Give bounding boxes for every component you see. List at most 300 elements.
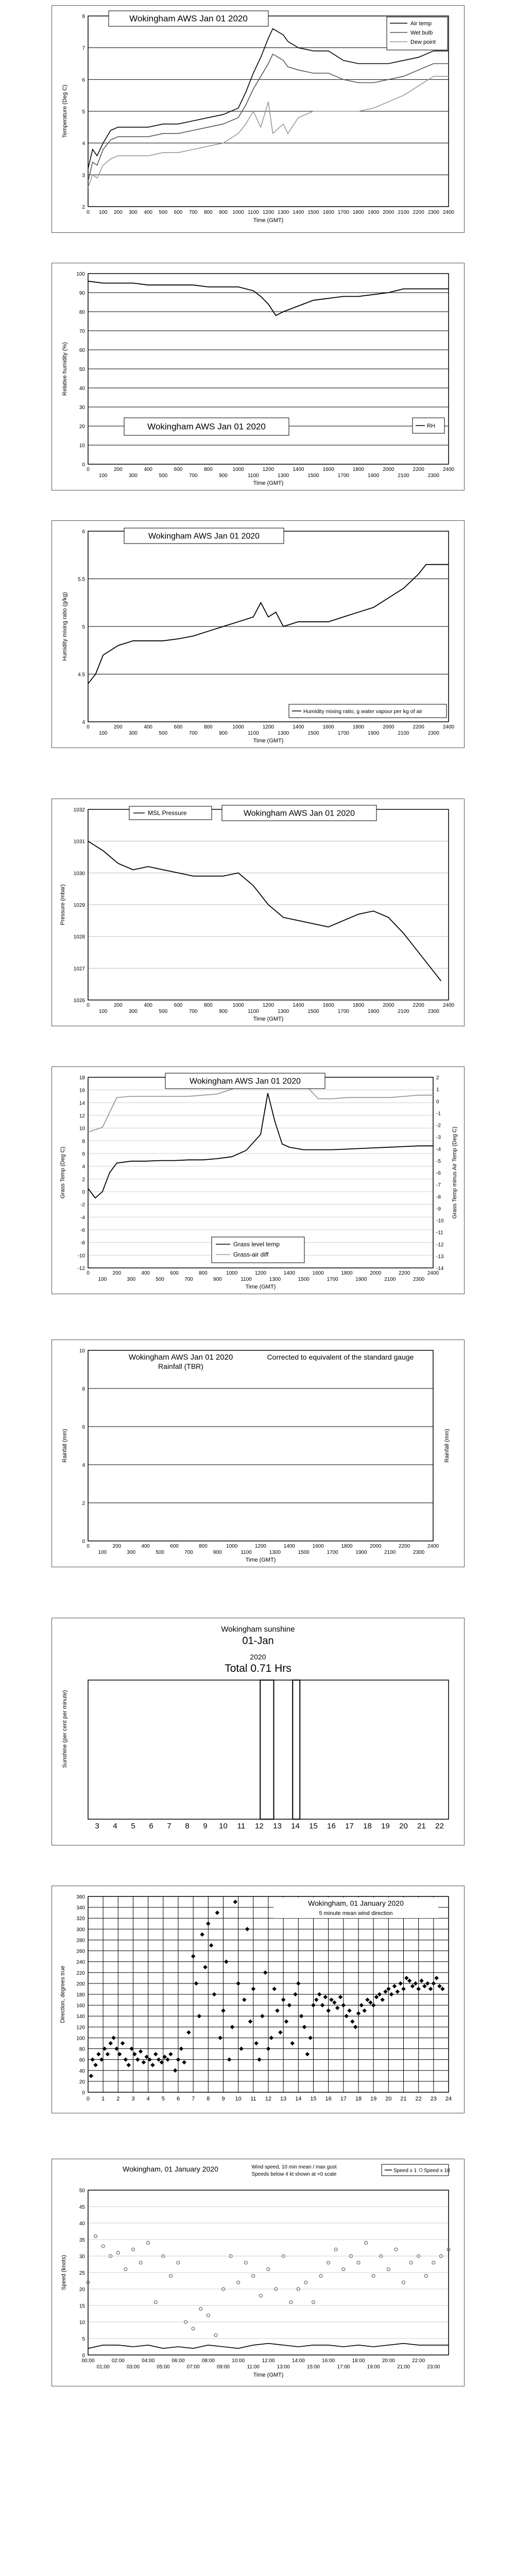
grass-xtick-label: 400	[141, 1270, 150, 1276]
wind-speed-gust-point	[357, 2261, 360, 2264]
mixing-xtick-label: 1900	[368, 731, 380, 736]
wind-direction-point	[266, 2046, 270, 2050]
wind-speed-legend-label: Speed x 10	[424, 2168, 450, 2174]
grass-legend-label: Grass-air diff	[233, 1251, 269, 1258]
mixing-ratio-chart-panel	[52, 520, 465, 748]
wind-direction-xtick-label: 17	[340, 2096, 347, 2102]
rainfall-xtick-label: 1700	[327, 1550, 338, 1555]
wind-direction-ytick-label: 120	[76, 2025, 85, 2031]
temperature-xtick-label: 600	[174, 210, 183, 215]
temperature-xtick-label: 1000	[232, 210, 244, 215]
rainfall-xtick-label: 0	[87, 1544, 90, 1549]
sunshine-xtick-label: 16	[327, 1822, 336, 1831]
humidity-ytick-label: 10	[79, 443, 85, 449]
wind-direction-point	[91, 2057, 95, 2061]
wind-speed-gust-point	[139, 2261, 142, 2264]
temperature-series-line-1	[88, 54, 449, 181]
temperature-xtick-label: 1900	[368, 210, 380, 215]
wind-direction-point	[407, 1978, 411, 1982]
humidity-series-line	[88, 281, 449, 316]
wind-direction-point	[396, 1989, 400, 1993]
wind-speed-xtick-label: 08:00	[201, 2358, 215, 2364]
humidity-xtick-label: 300	[129, 473, 138, 479]
wind-speed-subtitle: Wind speed, 10 min mean / max gust	[251, 2164, 337, 2170]
grass-xtick-label: 700	[184, 1277, 193, 1282]
wind-speed-chart-panel	[52, 2159, 465, 2386]
wind-direction-xtick-label: 5	[161, 2096, 165, 2102]
wind-direction-point	[377, 1992, 382, 1996]
wind-direction-point	[296, 1981, 300, 1986]
grass-xtick-label: 1900	[355, 1277, 367, 1282]
wind-direction-point	[422, 1984, 426, 1988]
wind-direction-point	[275, 2008, 279, 2012]
wind-speed-gust-point	[192, 2327, 195, 2330]
mixing-xtick-label: 600	[174, 724, 183, 730]
mixing-xtick-label: 1000	[232, 724, 244, 730]
mixing-ytick-label: 4.5	[78, 672, 85, 678]
mixing-ratio-chart	[52, 521, 464, 748]
wind-direction-point	[416, 1987, 420, 1991]
rainfall-xtick-label: 1900	[355, 1550, 367, 1555]
wind-speed-xtick-label: 12:00	[262, 2358, 275, 2364]
wind-direction-xtick-label: 20	[385, 2096, 392, 2102]
wind-speed-xtick-label: 22:00	[412, 2358, 425, 2364]
wind-direction-point	[383, 1989, 387, 1993]
temperature-title: Wokingham AWS Jan 01 2020	[129, 13, 248, 24]
temperature-chart-panel	[52, 5, 465, 233]
wind-speed-gust-point	[252, 2274, 255, 2277]
wind-direction-chart	[52, 1886, 464, 2113]
pressure-ytick-label: 1027	[73, 966, 85, 972]
wind-direction-point	[206, 1922, 210, 1926]
wind-direction-xtick-label: 16	[325, 2096, 332, 2102]
grass-xtick-label: 2100	[384, 1277, 396, 1282]
humidity-xtick-label: 200	[113, 467, 123, 472]
grass-ytick-label: 6	[82, 1151, 85, 1157]
wind-speed-chart	[52, 2159, 464, 2386]
wind-speed-xtick-label: 20:00	[382, 2358, 395, 2364]
grass-ytick-right-label: 1	[436, 1087, 439, 1093]
wind-speed-gust-point	[94, 2235, 97, 2238]
wind-direction-point	[182, 2060, 186, 2064]
rainfall-xtick-label: 600	[170, 1544, 179, 1549]
temperature-xtick-label: 1300	[278, 210, 289, 215]
sunshine-xtick-label: 20	[399, 1822, 408, 1831]
temperature-xtick-label: 300	[129, 210, 138, 215]
wind-direction-point	[299, 2014, 303, 2018]
temperature-xtick-label: 1700	[337, 210, 349, 215]
wind-direction-point	[245, 1927, 249, 1931]
grass-xtick-label: 900	[213, 1277, 222, 1282]
sunshine-chart	[52, 1618, 464, 1845]
wind-direction-point	[359, 2003, 364, 2007]
wind-speed-gust-point	[244, 2261, 247, 2264]
temperature-ytick-label: 2	[82, 205, 85, 210]
grass-ytick-label: -8	[80, 1240, 85, 1246]
wind-speed-xtick-label: 18:00	[352, 2358, 365, 2364]
pressure-xtick-label: 2100	[398, 1009, 409, 1014]
humidity-xtick-label: 2200	[413, 467, 424, 472]
humidity-xtick-label: 500	[159, 473, 168, 479]
wind-direction-point	[432, 1981, 436, 1986]
rainfall-xtick-label: 500	[156, 1550, 164, 1555]
wind-direction-point	[194, 1981, 198, 1986]
wind-direction-point	[344, 2014, 348, 2018]
grass-xtick-label: 2300	[413, 1277, 425, 1282]
pressure-xtick-label: 900	[219, 1009, 228, 1014]
pressure-xtick-label: 200	[113, 1003, 123, 1008]
wind-direction-point	[165, 2057, 169, 2061]
grass-ytick-label: -2	[80, 1202, 85, 1208]
pressure-xtick-label: 1100	[248, 1009, 259, 1014]
wind-speed-gust-point	[334, 2248, 337, 2251]
wind-speed-gust-point	[402, 2281, 405, 2284]
wind-direction-point	[251, 1987, 255, 1991]
wind-speed-gust-point	[154, 2301, 157, 2304]
grass-xtick-label: 1800	[341, 1270, 353, 1276]
wind-speed-note: Speeds below 4 kt shown at ×0 scale	[251, 2172, 337, 2177]
grass-ytick-label: -12	[77, 1266, 85, 1272]
wind-direction-xtick-label: 12	[265, 2096, 272, 2102]
humidity-ytick-label: 50	[79, 367, 85, 372]
mixing-series-line	[88, 565, 449, 684]
wind-speed-gust-point	[304, 2281, 307, 2284]
wind-direction-ytick-label: 40	[79, 2068, 85, 2074]
mixing-xtick-label: 100	[98, 731, 108, 736]
wind-speed-ytick-label: 20	[79, 2287, 85, 2293]
wind-direction-point	[173, 2069, 177, 2073]
wind-direction-point	[281, 1997, 285, 2002]
sunshine-xtick-label: 12	[255, 1822, 264, 1831]
wind-direction-ytick-label: 220	[76, 1970, 85, 1976]
pressure-legend-label: MSL Pressure	[148, 809, 187, 817]
pressure-xtick-label: 2400	[442, 1003, 455, 1008]
grass-ytick-right-label: -7	[436, 1182, 441, 1189]
mixing-ytick-label: 4	[82, 720, 85, 725]
wind-direction-point	[410, 1984, 415, 1988]
sunshine-xtick-label: 11	[237, 1822, 246, 1831]
rainfall-ytick-label: 4	[82, 1463, 85, 1468]
rainfall-xtick-label: 2100	[384, 1550, 396, 1555]
temperature-chart	[52, 6, 464, 232]
wind-direction-point	[89, 2074, 93, 2078]
humidity-ytick-label: 100	[76, 272, 85, 277]
pressure-xtick-label: 1000	[232, 1003, 244, 1008]
wind-speed-ytick-label: 10	[79, 2320, 85, 2326]
wind-direction-ytick-label: 160	[76, 2003, 85, 2009]
wind-direction-point	[314, 1997, 318, 2002]
sunshine-xtick-label: 18	[363, 1822, 372, 1831]
temperature-ylabel: Temperature (Deg C)	[62, 84, 68, 138]
wind-direction-xtick-label: 23	[430, 2096, 437, 2102]
rainfall-xlabel: Time (GMT)	[245, 1557, 276, 1563]
grass-series-line-0	[88, 1093, 433, 1198]
mixing-xtick-label: 1600	[322, 724, 334, 730]
wind-direction-subtitle: 5 minute mean wind direction	[319, 1910, 393, 1917]
wind-speed-xtick-label: 03:00	[126, 2364, 140, 2370]
sunshine-xtick-label: 9	[203, 1822, 208, 1831]
wind-speed-ytick-label: 0	[82, 2353, 85, 2359]
sunshine-xtick-label: 3	[95, 1822, 99, 1831]
temperature-ytick-label: 4	[82, 141, 85, 147]
wind-direction-xtick-label: 24	[445, 2096, 452, 2102]
sunshine-xtick-label: 19	[381, 1822, 390, 1831]
wind-direction-ytick-label: 0	[82, 2090, 85, 2096]
wind-direction-xtick-label: 14	[295, 2096, 302, 2102]
wind-direction-xtick-label: 19	[370, 2096, 377, 2102]
wind-speed-ytick-label: 35	[79, 2238, 85, 2243]
wind-direction-point	[386, 1987, 390, 1991]
mixing-xlabel: Time (GMT)	[253, 738, 284, 744]
pressure-chart	[52, 799, 464, 1026]
mixing-xtick-label: 2200	[413, 724, 424, 730]
mixing-xtick-label: 0	[87, 724, 90, 730]
wind-direction-point	[278, 2030, 282, 2035]
grass-ytick-label: -6	[80, 1228, 85, 1233]
humidity-ytick-label: 90	[79, 291, 85, 296]
wind-speed-gust-point	[432, 2261, 435, 2264]
wind-direction-point	[191, 1954, 195, 1958]
grass-ytick-right-label: 0	[436, 1099, 439, 1105]
wind-direction-ytick-label: 20	[79, 2079, 85, 2085]
mixing-ylabel: Humidity mixing ratio (g/kg)	[62, 592, 68, 661]
wind-direction-xtick-label: 2	[116, 2096, 120, 2102]
mixing-title: Wokingham AWS Jan 01 2020	[148, 532, 260, 541]
rainfall-ytick-label: 0	[82, 1539, 85, 1545]
temperature-xtick-label: 2000	[383, 210, 394, 215]
humidity-xtick-label: 2400	[442, 467, 455, 472]
wind-direction-point	[341, 2003, 346, 2007]
grass-xtick-label: 2400	[427, 1270, 439, 1276]
wind-speed-xtick-label: 15:00	[306, 2364, 320, 2370]
pressure-xtick-label: 2200	[413, 1003, 424, 1008]
mixing-xtick-label: 2400	[442, 724, 455, 730]
wind-direction-point	[248, 2020, 252, 2024]
mixing-xtick-label: 2100	[398, 731, 409, 736]
rainfall-ytick-label: 8	[82, 1386, 85, 1392]
wind-direction-point	[257, 2057, 261, 2061]
wind-direction-point	[139, 2049, 143, 2054]
grass-xtick-label: 1300	[269, 1277, 281, 1282]
mixing-xtick-label: 1800	[352, 724, 365, 730]
wind-direction-xtick-label: 18	[355, 2096, 362, 2102]
grass-ytick-label: -10	[77, 1253, 85, 1259]
humidity-xtick-label: 700	[188, 473, 198, 479]
grass-ytick-label: 0	[82, 1190, 85, 1195]
wind-direction-xtick-label: 3	[131, 2096, 135, 2102]
wind-direction-ylabel: Direction, degrees true	[60, 1965, 66, 2023]
temperature-legend-label: Dew point	[410, 39, 436, 45]
wind-direction-point	[212, 1992, 216, 1996]
wind-direction-point	[200, 1933, 204, 1937]
wind-direction-chart-panel	[52, 1886, 465, 2113]
grass-ylabel: Grass Temp (Deg C)	[60, 1146, 66, 1199]
humidity-xtick-label: 2000	[383, 467, 394, 472]
grass-ytick-label: 16	[79, 1088, 85, 1094]
rainfall-xtick-label: 1400	[283, 1544, 295, 1549]
wind-direction-point	[374, 1995, 379, 1999]
wind-direction-point	[121, 2041, 125, 2045]
sunshine-xtick-label: 5	[131, 1822, 135, 1831]
wind-direction-xtick-label: 21	[400, 2096, 407, 2102]
wind-speed-xtick-label: 19:00	[367, 2364, 380, 2370]
wind-direction-point	[419, 1978, 423, 1982]
temperature-xtick-label: 0	[87, 210, 90, 215]
wind-direction-ytick-label: 180	[76, 1992, 85, 1998]
wind-direction-ytick-label: 80	[79, 2046, 85, 2053]
wind-direction-point	[425, 1981, 430, 1986]
mixing-xtick-label: 800	[203, 724, 213, 730]
grass-ytick-right-label: -12	[436, 1242, 444, 1248]
wind-speed-ytick-label: 45	[79, 2205, 85, 2210]
grass-ytick-right-label: -6	[436, 1171, 441, 1176]
temperature-ytick-label: 5	[82, 109, 85, 115]
grass-xtick-label: 1200	[254, 1270, 267, 1276]
wind-direction-xtick-label: 8	[207, 2096, 210, 2102]
wind-direction-point	[242, 1997, 246, 2002]
humidity-ytick-label: 40	[79, 386, 85, 392]
humidity-xtick-label: 2100	[398, 473, 409, 479]
humidity-xtick-label: 1500	[307, 473, 319, 479]
wind-direction-xtick-label: 11	[250, 2096, 256, 2102]
sunshine-total: Total 0.71 Hrs	[225, 1663, 291, 1674]
sunshine-xtick-label: 4	[113, 1822, 117, 1831]
temperature-legend-label: Wet bulb	[410, 30, 433, 36]
temperature-xtick-label: 2300	[427, 210, 439, 215]
humidity-xtick-label: 600	[174, 467, 183, 472]
wind-direction-point	[197, 2014, 201, 2018]
mixing-xtick-label: 700	[188, 731, 198, 736]
wind-direction-point	[398, 1981, 402, 1986]
grass-temp-chart	[52, 1067, 464, 1294]
mixing-xtick-label: 900	[219, 731, 228, 736]
wind-direction-point	[260, 2014, 264, 2018]
sunshine-xtick-label: 21	[417, 1822, 426, 1831]
wind-speed-xtick-label: 00:00	[81, 2358, 95, 2364]
grass-xtick-label: 1000	[226, 1270, 238, 1276]
wind-direction-point	[150, 2063, 154, 2067]
wind-speed-gust-point	[342, 2268, 345, 2271]
sunshine-year: 2020	[250, 1653, 266, 1661]
wind-direction-point	[263, 1971, 267, 1975]
mixing-xtick-label: 1300	[278, 731, 289, 736]
wind-direction-point	[186, 2030, 191, 2035]
rainfall-xtick-label: 1500	[298, 1550, 310, 1555]
wind-direction-point	[350, 2020, 354, 2024]
mixing-xtick-label: 1500	[307, 731, 319, 736]
grass-ytick-right-label: -2	[436, 1123, 441, 1129]
wind-direction-point	[106, 2052, 110, 2056]
wind-direction-ytick-label: 320	[76, 1916, 85, 1922]
humidity-ytick-label: 70	[79, 329, 85, 334]
sunshine-bar	[260, 1680, 273, 1819]
wind-direction-point	[93, 2063, 97, 2067]
wind-direction-point	[224, 1959, 228, 1963]
wind-direction-point	[317, 1992, 321, 1996]
wind-direction-point	[404, 1976, 408, 1980]
humidity-ytick-label: 80	[79, 310, 85, 315]
wind-direction-point	[109, 2041, 113, 2045]
temperature-xtick-label: 400	[144, 210, 153, 215]
grass-ytick-right-label: -9	[436, 1206, 441, 1212]
wind-direction-ytick-label: 300	[76, 1927, 85, 1933]
grass-ytick-label: 10	[79, 1126, 85, 1132]
wind-direction-point	[380, 1997, 384, 2002]
humidity-ytick-label: 20	[79, 424, 85, 430]
humidity-legend-label: RH	[427, 423, 435, 429]
sunshine-xtick-label: 22	[435, 1822, 444, 1831]
pressure-ytick-label: 1031	[73, 839, 85, 845]
wind-direction-point	[254, 2041, 258, 2045]
humidity-xtick-label: 1100	[248, 473, 259, 479]
temperature-xtick-label: 700	[188, 210, 198, 215]
wind-direction-point	[332, 2001, 336, 2005]
mixing-xtick-label: 500	[159, 731, 168, 736]
wind-direction-point	[428, 1987, 433, 1991]
wind-direction-point	[209, 1943, 213, 1947]
sunshine-xtick-label: 13	[273, 1822, 282, 1831]
mixing-legend-label: Humidity mixing ratio, g water vapour per kg of air	[303, 708, 423, 715]
grass-xtick-label: 600	[170, 1270, 179, 1276]
wind-speed-gust-point	[237, 2281, 240, 2284]
pressure-xtick-label: 600	[174, 1003, 183, 1008]
wind-direction-point	[290, 2041, 294, 2045]
mixing-ytick-label: 6	[82, 529, 85, 535]
wind-direction-point	[356, 2011, 360, 2015]
wind-speed-ytick-label: 50	[79, 2188, 85, 2194]
sunshine-xtick-label: 14	[291, 1822, 300, 1831]
wind-speed-gust-point	[147, 2241, 150, 2244]
temperature-xtick-label: 2100	[398, 210, 409, 215]
pressure-xtick-label: 700	[188, 1009, 198, 1014]
sunshine-bar	[293, 1680, 300, 1819]
temperature-ytick-label: 6	[82, 77, 85, 83]
wind-speed-title: Wokingham, 01 January 2020	[123, 2165, 218, 2173]
rainfall-ytick-label: 2	[82, 1501, 85, 1506]
wind-direction-xtick-label: 7	[192, 2096, 195, 2102]
grass-xtick-label: 1500	[298, 1277, 310, 1282]
humidity-xtick-label: 1200	[262, 467, 274, 472]
wind-direction-xtick-label: 15	[310, 2096, 317, 2102]
wind-direction-point	[326, 2008, 330, 2012]
grass-ytick-label: 14	[79, 1100, 85, 1107]
wind-direction-point	[111, 2036, 115, 2040]
pressure-title: Wokingham AWS Jan 01 2020	[243, 809, 355, 818]
wind-speed-xtick-label: 21:00	[397, 2364, 410, 2370]
wind-direction-point	[236, 1981, 240, 1986]
mixing-xtick-label: 2000	[383, 724, 394, 730]
wind-speed-gust-point	[169, 2274, 172, 2277]
mixing-xtick-label: 200	[113, 724, 123, 730]
wind-direction-point	[179, 2046, 183, 2050]
humidity-ylabel: Relative humidity (%)	[62, 342, 68, 396]
wind-direction-xtick-label: 22	[415, 2096, 422, 2102]
wind-direction-point	[440, 1987, 444, 1991]
pressure-xtick-label: 1800	[352, 1003, 365, 1008]
temperature-series-line-2	[88, 76, 449, 188]
grass-ytick-right-label: -3	[436, 1134, 441, 1141]
rainfall-chart-panel	[52, 1340, 465, 1567]
rainfall-ytick-label: 6	[82, 1425, 85, 1430]
temperature-xtick-label: 2400	[442, 210, 455, 215]
wind-direction-point	[323, 1995, 328, 1999]
grass-ylabel-right: Grass Temp minus Air Temp (Deg C)	[452, 1126, 458, 1219]
pressure-xlabel: Time (GMT)	[253, 1016, 284, 1022]
mixing-xtick-label: 1400	[293, 724, 304, 730]
wind-direction-point	[153, 2052, 158, 2056]
wind-speed-xtick-label: 01:00	[96, 2364, 110, 2370]
wind-direction-point	[311, 2003, 315, 2007]
